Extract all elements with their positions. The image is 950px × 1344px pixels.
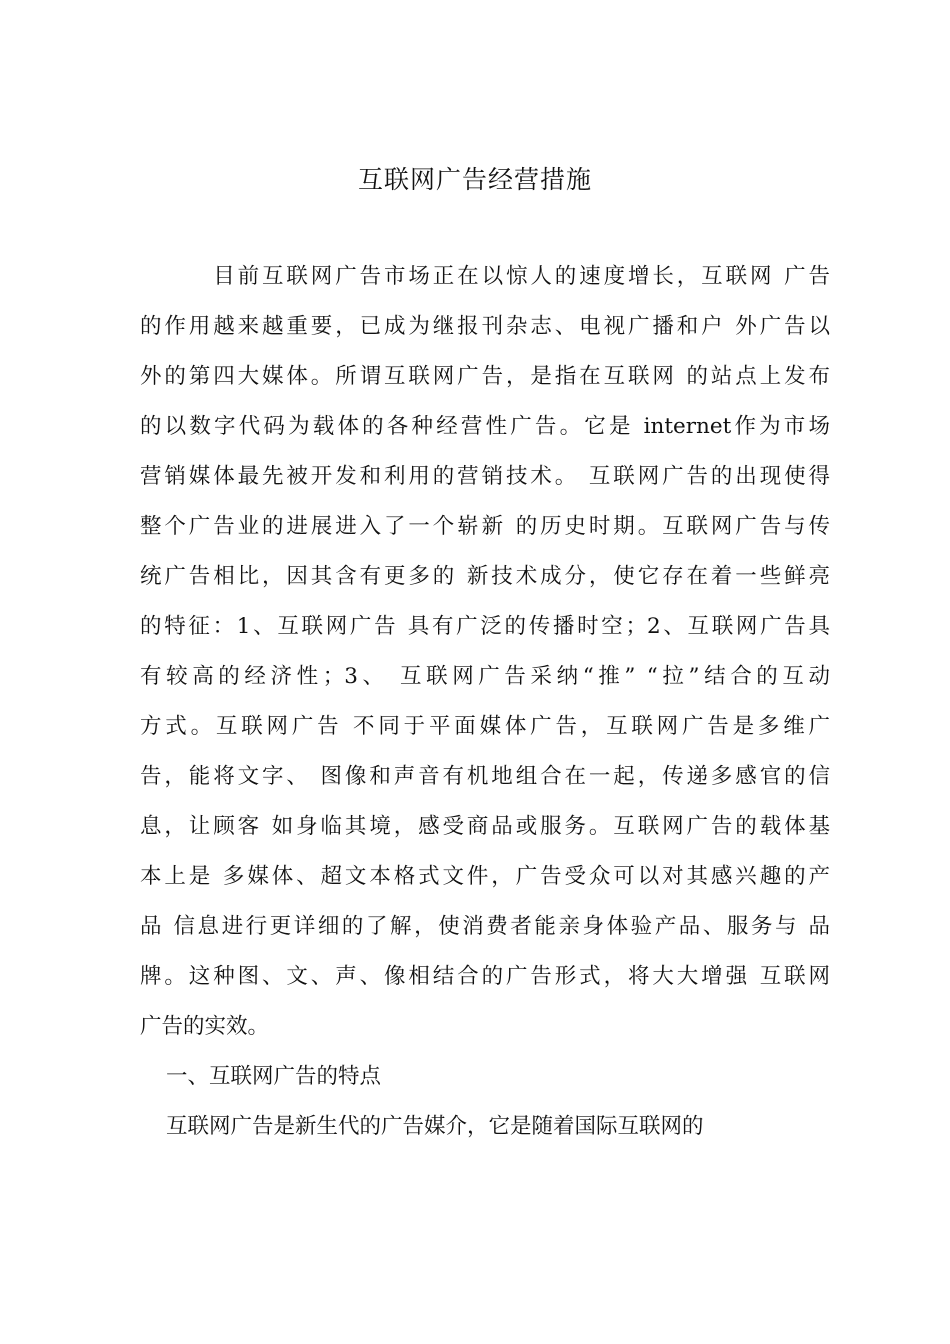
body-line: 统广告相比，因其含有更多的 新技术成分，使它存在着一些鲜亮 <box>140 564 830 589</box>
section-text: 互联网广告是新生代的广告媒介，它是随着国际互联网的 <box>166 1114 704 1139</box>
section-heading: 一、互联网广告的特点 <box>166 1064 382 1089</box>
body-line: 营销媒体最先被开发和利用的营销技术。 互联网广告的出现使得 <box>140 464 830 489</box>
body-line: 的特征：1、互联网广告 具有广泛的传播时空；2、互联网广告具 <box>140 614 830 639</box>
body-line: 整个广告业的进展进入了一个崭新 的历史时期。互联网广告与传 <box>140 514 830 539</box>
document-title: 互联网广告经营措施 <box>357 165 592 194</box>
body-line: 牌。这种图、文、声、像相结合的广告形式，将大大增强 互联网 <box>140 964 830 989</box>
body-line: 的以数字代码为载体的各种经营性广告。它是 internet作为市场 <box>140 414 830 439</box>
body-line: 目前互联网广告市场正在以惊人的速度增长，互联网 广告 <box>140 264 830 289</box>
body-line: 息，让顾客 如身临其境，感受商品或服务。互联网广告的载体基 <box>140 814 830 839</box>
body-line: 的作用越来越重要，已成为继报刊杂志、电视广播和户 外广告以 <box>140 314 830 339</box>
body-line: 方式。互联网广告 不同于平面媒体广告，互联网广告是多维广 <box>140 714 830 739</box>
body-line: 有较高的经济性；3、 互联网广告采纳“推” “拉”结合的互动 <box>140 664 830 689</box>
body-line: 外的第四大媒体。所谓互联网广告，是指在互联网 的站点上发布 <box>140 364 830 389</box>
body-line: 品 信息进行更详细的了解，使消费者能亲身体验产品、服务与 品 <box>140 914 830 939</box>
body-line: 广告的实效。 <box>140 1014 270 1039</box>
body-line: 告，能将文字、 图像和声音有机地组合在一起，传递多感官的信 <box>140 764 830 789</box>
body-line: 本上是 多媒体、超文本格式文件，广告受众可以对其感兴趣的产 <box>140 864 830 889</box>
